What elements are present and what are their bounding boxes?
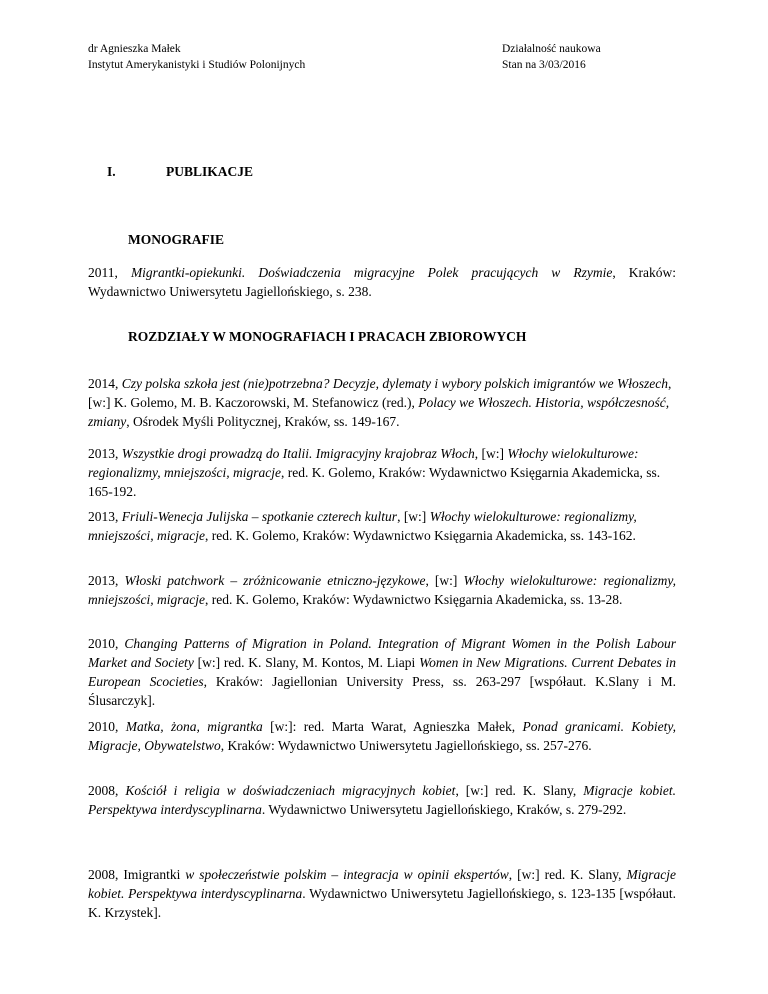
entry-year: 2008, [88,783,126,798]
entry-publisher: . Wydawnictwo Uniwersytetu Jagiellońskiego, Kraków, s. 279-292. [261,802,627,817]
monografie-heading: MONOGRAFIE [128,232,224,247]
monografie-entry [88,263,676,301]
chapter-entry [88,634,676,710]
section-number: I. [107,164,116,179]
entry-title: Friuli-Wenecja Julijska – spotkanie czterech kultur [121,509,398,524]
entry-editors: , [w:] [397,509,430,524]
entry-publisher: , red. K. Golemo, Kraków: Wydawnictwo Księgarnia Akademicka, ss. 13-28. [205,592,623,607]
entry-book-title: Migracje kobiet. Perspektywa interdyscyplinarna [88,783,677,817]
entry-publisher: , Kraków: Wydawnictwo Uniwersytetu Jagiellońskiego, ss. 257-276. [220,738,592,753]
entry-editors: , [w:] K. Golemo, M. B. Kaczorowski, M. Stefanowicz (red.), [88,376,672,410]
entry-book-title: Włochy wielokulturowe: regionalizmy, mniejszości, migracje [88,446,639,480]
entry-book-title: Ponad granicami. Kobiety, Migracje, Obywatelstwo [88,719,676,753]
entry-book-title: Women in New Migrations. Current Debates in European Scocieties [88,655,676,689]
chapter-entry [88,717,676,755]
entry-title: Czy polska szkoła jest (nie)potrzebna? Decyzje, dylematy i wybory polskich imigrantów we Włoszech [121,376,669,391]
document-title: Działalność naukowa [502,43,601,55]
entry-editors: [w:]: red. Marta Warat, Agnieszka Małek, [262,719,523,734]
entry-year: 2010, [88,719,126,734]
entry-book-title: Polacy we Włoszech. Historia, współczesność, zmiany [88,395,670,429]
entry-publisher: , Kraków: Wydawnictwo Uniwersytetu Jagiellońskiego, s. 238. [88,265,676,299]
chapter-entry [88,444,676,501]
entry-title: Changing Patterns of Migration in Poland. Integration of Migrant Women in the Polish Labour Market and Society [88,636,676,670]
entry-year: 2013, [88,509,122,524]
entry-title: w społeczeństwie polskim – integracja w opinii ekspertów [185,867,509,882]
header-right [502,41,601,73]
entry-editors: , [w:] [425,573,464,588]
entry-year: 2014, [88,376,122,391]
institute-name: Instytut Amerykanistyki i Studiów Polonijnych [88,59,306,71]
author-name: dr Agnieszka Małek [88,43,181,55]
entry-publisher: , Ośrodek Myśli Politycznej, Kraków, ss. 149-167. [126,414,400,429]
section-title: PUBLIKACJE [166,164,254,179]
chapter-entry [88,374,676,431]
entry-publisher: , Kraków: Jagiellonian University Press, ss. 263-297 [współaut. K.Slany i M. Ślusarczyk]. [88,674,677,708]
entry-title: Kościół i religia w doświadczeniach migracyjnych kobiet [125,783,456,798]
entry-year: 2011, [88,265,131,280]
chapter-entry [88,571,676,609]
entry-title: Włoski patchwork – zróżnicowanie etniczno-językowe [124,573,426,588]
entry-book-title: Włochy wielokulturowe: regionalizmy, mniejszości, migracje [88,509,637,543]
rozdzialy-heading: ROZDZIAŁY W MONOGRAFIACH I PRACACH ZBIOROWYCH [128,329,527,344]
entry-book-title: Włochy wielokulturowe: regionalizmy, mniejszości, migracje [88,573,676,607]
entry-year: 2013, [88,573,125,588]
entry-editors: [w:] red. K. Slany, M. Kontos, M. Liapi [193,655,420,670]
header-left [88,41,305,73]
section-heading [107,164,253,180]
entry-title: Migrantki-opiekunki. Doświadczenia migracyjne Polek pracujących w Rzymie [130,265,613,280]
entry-publisher: , red. K. Golemo, Kraków: Wydawnictwo Księgarnia Akademicka, ss. 143-162. [205,528,636,543]
entry-editors: , [w:] red. K. Slany, [508,867,627,882]
entry-editors: , [w:] red. K. Slany, [455,783,584,798]
entry-year: 2010, [88,636,125,651]
chapter-entry [88,865,676,922]
chapter-entry [88,507,676,545]
entry-publisher: , red. K. Golemo, Kraków: Wydawnictwo Księgarnia Akademicka, ss. 165-192. [88,465,661,499]
entry-book-title: Migracje kobiet. Perspektywa interdyscyplinarna [88,867,676,901]
entry-title: Wszystkie drogi prowadzą do Italii. Imigracyjny krajobraz Włoch [121,446,475,461]
entry-title: Matka, żona, migrantka [125,719,263,734]
document-date: Stan na 3/03/2016 [502,59,586,71]
entry-year: 2013, [88,446,122,461]
entry-publisher: . Wydawnictwo Uniwersytetu Jagiellońskiego, s. 123-135 [współaut. K. Krzystek]. [88,886,676,920]
chapter-entry [88,781,676,819]
entry-editors: , [w:] [474,446,508,461]
entry-year: 2008, Imigrantki [88,867,186,882]
